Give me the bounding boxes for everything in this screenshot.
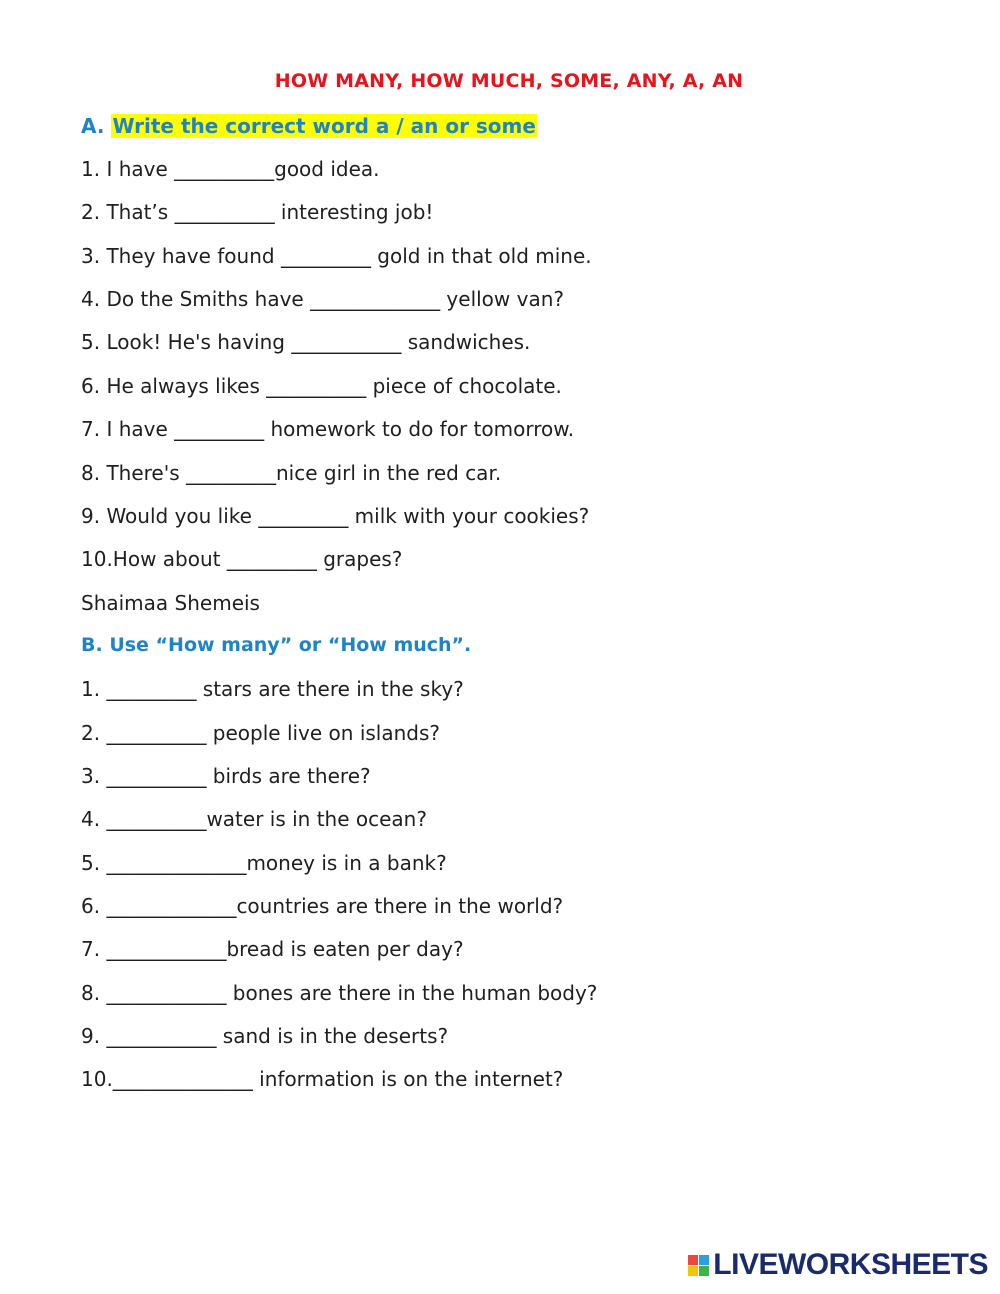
logo-mark-tile-4 bbox=[699, 1266, 709, 1276]
logo-mark-tile-1 bbox=[688, 1255, 698, 1265]
logo-mark-icon bbox=[688, 1255, 709, 1276]
section-a-item-8: 8. There's _________nice girl in the red car. bbox=[81, 461, 502, 485]
section-a-instruction: Write the correct word a / an or some bbox=[112, 114, 536, 138]
section-a-item-1: 1. I have __________good idea. bbox=[81, 157, 380, 181]
author-name: Shaimaa Shemeis bbox=[81, 591, 260, 615]
section-b-item-3: 3. __________ birds are there? bbox=[81, 764, 371, 788]
section-a-item-5: 5. Look! He's having ___________ sandwiches. bbox=[81, 330, 531, 354]
section-a-item-4: 4. Do the Smiths have _____________ yellow van? bbox=[81, 287, 565, 311]
logo-mark-tile-2 bbox=[699, 1255, 709, 1265]
section-b-item-1: 1. _________ stars are there in the sky? bbox=[81, 677, 464, 701]
section-b-item-4: 4. __________water is in the ocean? bbox=[81, 807, 427, 831]
logo-mark-tile-3 bbox=[688, 1266, 698, 1276]
section-b-item-6: 6. _____________countries are there in the world? bbox=[81, 894, 564, 918]
section-a-item-2: 2. That’s __________ interesting job! bbox=[81, 200, 434, 224]
section-b-item-8: 8. ____________ bones are there in the human body? bbox=[81, 981, 598, 1005]
section-b-item-5: 5. ______________money is in a bank? bbox=[81, 851, 447, 875]
logo-text: LIVEWORKSHEETS bbox=[713, 1248, 988, 1281]
section-a-dot: . bbox=[96, 114, 105, 138]
section-a-item-10: 10.How about _________ grapes? bbox=[81, 547, 403, 571]
section-b-item-10: 10.______________ information is on the internet? bbox=[81, 1067, 564, 1091]
section-a-letter: A bbox=[81, 114, 97, 138]
section-a-item-6: 6. He always likes __________ piece of chocolate. bbox=[81, 374, 562, 398]
section-b-item-2: 2. __________ people live on islands? bbox=[81, 721, 441, 745]
section-b-heading: B. Use “How many” or “How much”. bbox=[81, 634, 472, 656]
section-a-item-9: 9. Would you like _________ milk with your cookies? bbox=[81, 504, 590, 528]
section-b-item-7: 7. ____________bread is eaten per day? bbox=[81, 937, 464, 961]
worksheet-title: HOW MANY, HOW MUCH, SOME, ANY, A, AN bbox=[274, 70, 744, 92]
section-a-item-3: 3. They have found _________ gold in that old mine. bbox=[81, 244, 592, 268]
section-a-heading bbox=[81, 114, 537, 138]
section-b-item-9: 9. ___________ sand is in the deserts? bbox=[81, 1024, 449, 1048]
section-a-item-7: 7. I have _________ homework to do for tomorrow. bbox=[81, 417, 575, 441]
liveworksheets-logo bbox=[688, 1250, 988, 1280]
